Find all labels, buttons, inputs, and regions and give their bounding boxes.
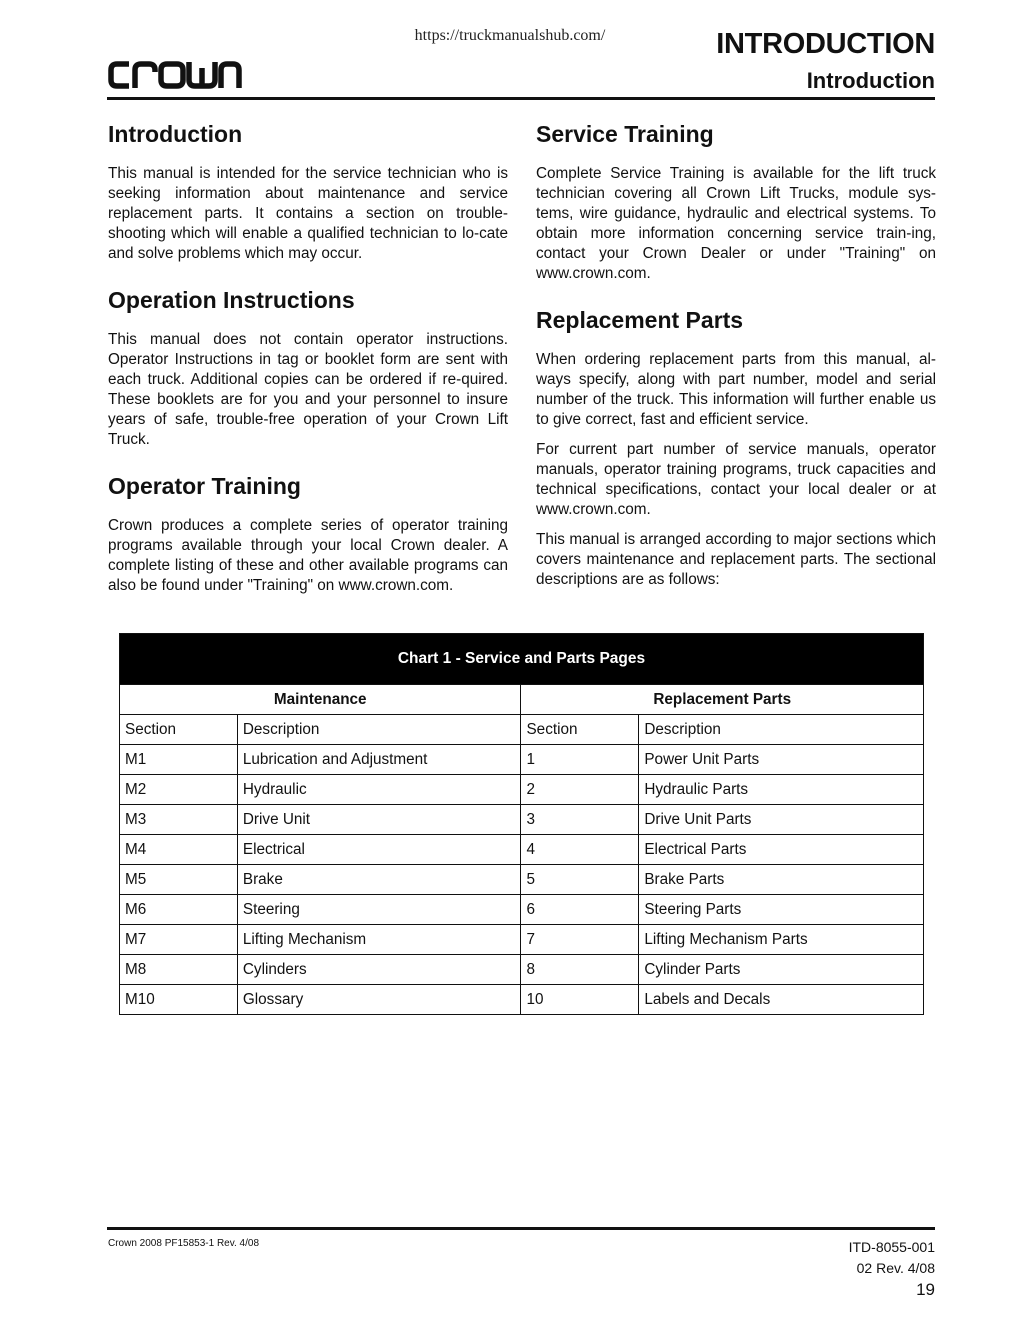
column-header-section: Section (120, 715, 238, 745)
table-caption: Chart 1 - Service and Parts Pages (120, 634, 924, 685)
table-cell: Lifting Mechanism Parts (639, 925, 924, 955)
service-parts-table (119, 633, 924, 1015)
document-id: ITD-8055-001 (848, 1239, 935, 1255)
section-paragraph: This manual is intended for the service technician who is seeking information about maintenance and service replacement parts. It contains a section on trouble-shooting which will enable a qualified technician to lo-cate and solve problems which may occur. (108, 165, 508, 262)
chapter-title: INTRODUCTION (716, 28, 935, 60)
table-cell: Labels and Decals (639, 985, 924, 1015)
table-cell: Drive Unit (237, 805, 521, 835)
table-cell: M6 (120, 895, 238, 925)
footer-copyright: Crown 2008 PF15853-1 Rev. 4/08 (108, 1238, 260, 1249)
table-cell: Drive Unit Parts (639, 805, 924, 835)
table-cell: 10 (521, 985, 639, 1015)
section-paragraph: This manual is arranged according to major sections which covers maintenance and replacement parts. The sectional descriptions are as follows: (536, 531, 936, 588)
table-row (120, 985, 924, 1015)
footer-rule (107, 1227, 935, 1230)
left-column (108, 120, 508, 618)
table-cell: M3 (120, 805, 238, 835)
section-heading: Introduction (108, 121, 243, 147)
section-paragraph: This manual does not contain operator instructions. Operator Instructions in tag or booklet form are sent with each truck. Additional copies can be ordered if re-quired. These booklets are for you and your personnel to insure years of safe, trouble-free operation of your Crown Lift Truck. (108, 331, 508, 448)
table-cell: M2 (120, 775, 238, 805)
section-paragraph: Complete Service Training is available for the lift truck technician covering all Crown Lift Trucks, module sys-tems, wire guidance, hydraulic and electrical systems. To obtain more information concerning service train-ing, contact your Crown Dealer or under "Training" on www.crown.com. (536, 165, 936, 282)
footer-info (849, 1237, 935, 1300)
section-operation-instructions (108, 286, 508, 450)
table-cell: M5 (120, 865, 238, 895)
right-column (536, 120, 936, 612)
table-row (120, 955, 924, 985)
column-header-description: Description (237, 715, 521, 745)
table-cell: Electrical Parts (639, 835, 924, 865)
section-paragraph: For current part number of service manuals, operator manuals, operator training programs, truck capacities and technical specifications, contact your local dealer or at www.crown.com. (536, 441, 936, 518)
column-header-description: Description (639, 715, 924, 745)
section-heading: Operation Instructions (108, 287, 355, 313)
table-row (120, 895, 924, 925)
table-cell: M7 (120, 925, 238, 955)
section-paragraph: Crown produces a complete series of operator training programs available through your local Crown dealer. A complete listing of these and other available programs can also be found under "Training" on www.crown.com. (108, 517, 508, 594)
table-cell: 1 (521, 745, 639, 775)
table-cell: Cylinder Parts (639, 955, 924, 985)
table-row (120, 775, 924, 805)
table-cell: Power Unit Parts (639, 745, 924, 775)
section-operator-training (108, 472, 508, 596)
crown-logo (107, 58, 243, 92)
table-cell: Brake Parts (639, 865, 924, 895)
chapter-subtitle: Introduction (806, 68, 935, 93)
table-cell: 2 (521, 775, 639, 805)
table-row (120, 805, 924, 835)
section-paragraph: When ordering replacement parts from this manual, al-ways specify, along with part number, model and serial number of the truck. This information will further enable us to give correct, fast and efficient service. (536, 351, 936, 428)
table-cell: Electrical (237, 835, 521, 865)
header-rule (107, 97, 935, 100)
table-cell: 6 (521, 895, 639, 925)
table-cell: Hydraulic (237, 775, 521, 805)
replacement-group-header: Replacement Parts (521, 685, 924, 715)
section-service-training (536, 120, 936, 284)
table-cell: M1 (120, 745, 238, 775)
table-cell: Lubrication and Adjustment (237, 745, 521, 775)
table-cell: 8 (521, 955, 639, 985)
table-cell: 4 (521, 835, 639, 865)
table-row (120, 835, 924, 865)
section-heading: Replacement Parts (536, 307, 744, 333)
table-cell: M10 (120, 985, 238, 1015)
source-url: https://truckmanualshub.com/ (414, 27, 606, 44)
page-number: 19 (916, 1280, 935, 1299)
table-row (120, 925, 924, 955)
table-cell: 5 (521, 865, 639, 895)
section-replacement-parts (536, 306, 936, 590)
table-cell: 7 (521, 925, 639, 955)
table-cell: Steering Parts (639, 895, 924, 925)
document-revision: 02 Rev. 4/08 (856, 1260, 935, 1276)
table-cell: M8 (120, 955, 238, 985)
table-cell: Lifting Mechanism (237, 925, 521, 955)
table-cell: 3 (521, 805, 639, 835)
table-cell: Brake (237, 865, 521, 895)
section-heading: Service Training (536, 121, 714, 147)
section-introduction (108, 120, 508, 264)
table-row (120, 865, 924, 895)
table-cell: Hydraulic Parts (639, 775, 924, 805)
table-cell: Steering (237, 895, 521, 925)
table-cell: Cylinders (237, 955, 521, 985)
table-row (120, 745, 924, 775)
section-heading: Operator Training (108, 473, 301, 499)
table-cell: Glossary (237, 985, 521, 1015)
table-cell: M4 (120, 835, 238, 865)
maintenance-group-header: Maintenance (120, 685, 521, 715)
column-header-section: Section (521, 715, 639, 745)
